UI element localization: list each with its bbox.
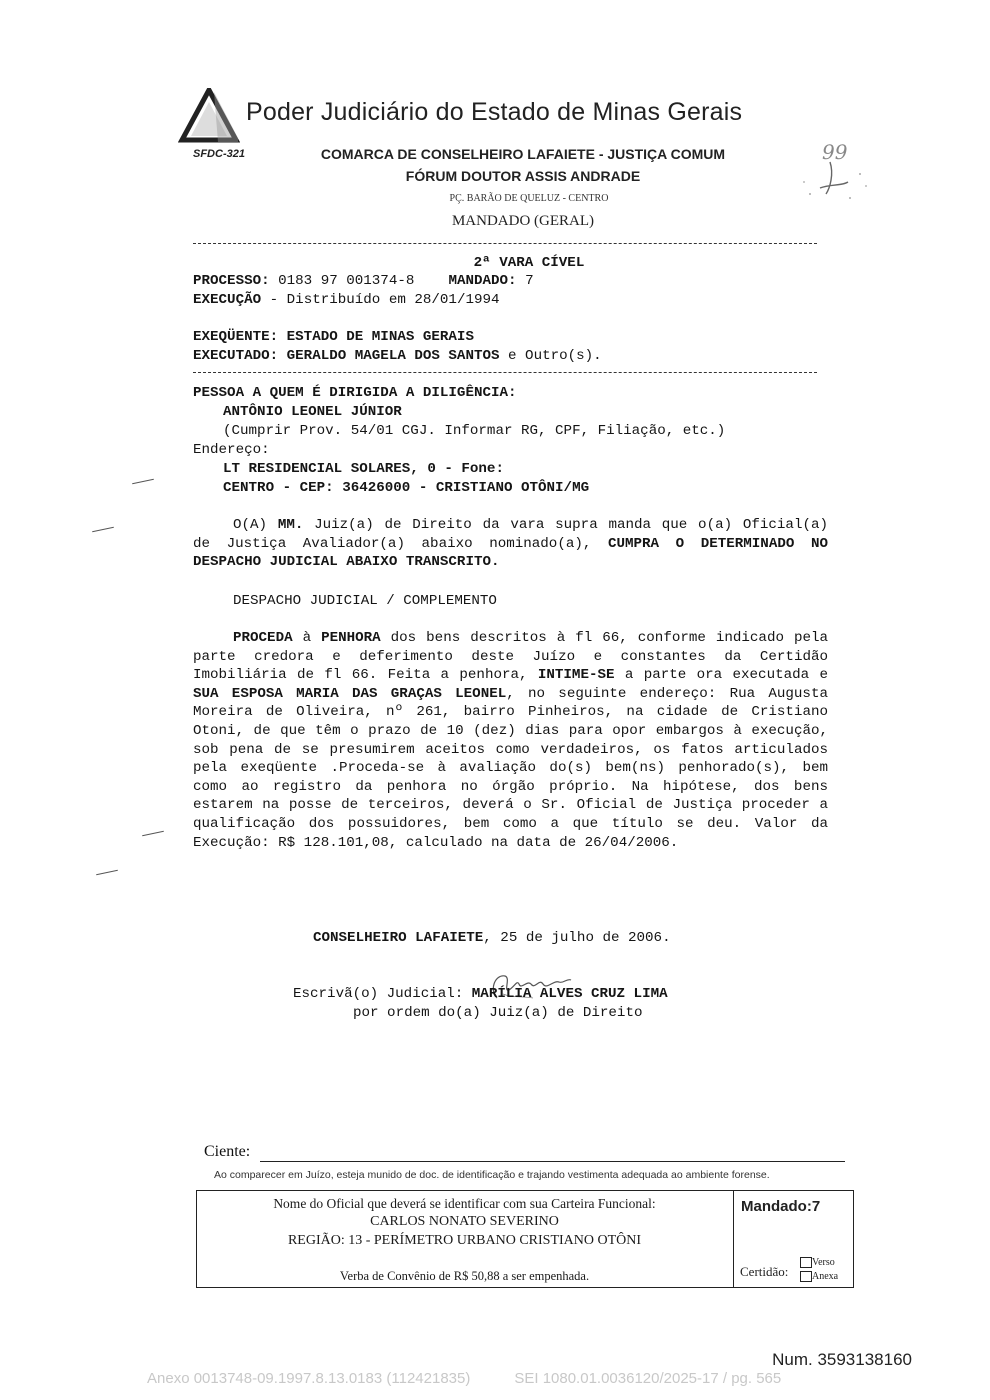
margin-mark (132, 479, 154, 485)
despacho-paragraph (193, 629, 828, 852)
footer-sei: SEI 1080.01.0036120/2025-17 / pg. 565 (514, 1370, 782, 1387)
separator-middle (193, 372, 817, 373)
despacho-intime: INTIME-SE (537, 667, 615, 684)
despacho-text-4: dos bens descritos à fl 66, conforme indicado pela parte credora e deferimento deste Juízo e constantes da Certidão Imobiliária de fl 66. Feita a penhora, (193, 630, 828, 684)
anexa-checkbox[interactable] (800, 1271, 812, 1282)
exequente-line (193, 328, 474, 347)
forum-title: FÓRUM DOUTOR ASSIS ANDRADE (405, 168, 641, 184)
officer-box-divider (733, 1190, 734, 1288)
diligencia-label: PESSOA A QUEM É DIRIGIDA A DILIGÊNCIA: (193, 385, 517, 401)
by-order-line: por ordem do(a) Juiz(a) de Direito (353, 1005, 643, 1021)
judiciary-logo-icon (178, 88, 240, 144)
exequente-value: ESTADO DE MINAS GERAIS (278, 329, 474, 345)
margin-mark (142, 831, 164, 837)
certidao-verso[interactable] (800, 1257, 835, 1268)
ciente-label: Ciente: (204, 1143, 251, 1160)
processo-line (193, 272, 534, 291)
verso-checkbox[interactable] (800, 1257, 812, 1268)
despacho-text-8: , no seguinte endereço: Rua Augusta Moreira de Oliveira, nº 261, bairro Pinheiros, na cidade de Cristiano Otoni, de que têm o prazo de 10 (dez) dias para opor embargos à execução, sob pena de se presumirem aceitos como verdadeiros, os fatos articulados pela exeqüente .Proceda-se à avaliação do(s) bem(ns) penhorado(s), bem como ao registro da penhora no órgão próprio. Na hipótese, dos bens estarem na posse de terceiros, deverá o Sr. Oficial de Justiça proceder a qualificação dos possuidores, bem como a que título se deu. Valor da Execução: R$ 128.101,08, calculado na data de 26/04/2006. (193, 685, 828, 851)
executado-line (193, 347, 602, 366)
vara-title: 2ª VARA CÍVEL (473, 255, 585, 271)
order-intro-d: CUMPRA O DETERMINADO NO DESPACHO JUDICIAL ABAIXO TRANSCRITO. (193, 535, 828, 571)
despacho-penhora: PENHORA (321, 630, 381, 646)
margin-mark (92, 527, 114, 533)
stamp-initials-icon (790, 154, 880, 210)
execucao-text: - Distribuído em 28/01/1994 (261, 292, 500, 308)
clerk-name: MARÍLIA ALVES CRUZ LIMA (463, 986, 668, 1002)
address-label: Endereço: (193, 442, 270, 458)
despacho-proceda: PROCEDA (233, 630, 293, 646)
forum-address: PÇ. BARÃO DE QUELUZ - CENTRO (449, 193, 609, 204)
mandado-value: 7 (525, 273, 534, 289)
despacho-text-2: à (292, 630, 322, 646)
exequente-label: EXEQÜENTE: (193, 329, 279, 345)
margin-mark (96, 870, 118, 876)
mandado-label: MANDADO: (448, 273, 517, 289)
execucao-label: EXECUÇÃO (193, 292, 262, 308)
footer-anexo: Anexo 0013748-09.1997.8.13.0183 (112421835) (147, 1370, 471, 1387)
anexa-label: Anexa (812, 1271, 839, 1282)
clerk-line (293, 985, 668, 1004)
executado-value: GERALDO MAGELA DOS SANTOS (278, 348, 500, 364)
despacho-text-6: a parte ora executada e (614, 667, 828, 684)
executado-label: EXECUTADO: (193, 348, 279, 364)
mandado-box-text: Mandado: (741, 1198, 812, 1215)
court-notice: Ao comparecer em Juízo, esteja munido de doc. de identificação e trajando vestimenta adequada ao ambiente forense. (214, 1169, 770, 1181)
diligencia-instructions: (Cumprir Prov. 54/01 CGJ. Informar RG, CPF, Filiação, etc.) (223, 423, 726, 439)
verso-label: Verso (812, 1257, 835, 1268)
order-intro-c: Juiz(a) de Direito da vara supra manda que o(a) Oficial(a) de Justiça Avaliador(a) abaixo nominado(a), (193, 517, 828, 552)
signature-text (483, 968, 487, 969)
closing-date-line (313, 929, 671, 948)
order-intro-a: O(A) (233, 517, 278, 533)
header-title: Poder Judiciário do Estado de Minas Gerais (246, 98, 743, 126)
form-code: SFDC-321 (193, 148, 245, 160)
document-number: Num. 3593138160 (772, 1350, 912, 1369)
page-stamp (790, 140, 880, 210)
stamp-number: 99 (822, 140, 848, 164)
address-line-1: LT RESIDENCIAL SOLARES, 0 - Fone: (223, 461, 504, 477)
certidao-label: Certidão: (740, 1264, 789, 1279)
clerk-label: Escrivã(o) Judicial: (293, 986, 464, 1002)
order-paragraph (193, 516, 828, 572)
order-intro-b: MM. (277, 517, 304, 533)
executado-suffix: e Outro(s). (499, 348, 602, 364)
separator-top (193, 243, 817, 244)
mandado-box-label (741, 1198, 820, 1215)
diligencia-person: ANTÔNIO LEONEL JÚNIOR (223, 404, 402, 420)
officer-name: CARLOS NONATO SEVERINO (370, 1214, 559, 1229)
verba-note: Verba de Convênio de R$ 50,88 a ser empenhada. (339, 1269, 590, 1283)
execucao-line (193, 291, 500, 310)
document-type: MANDADO (GERAL) (451, 213, 595, 229)
address-line-2: CENTRO - CEP: 36426000 - CRISTIANO OTÔNI/MG (223, 480, 590, 496)
ciente-signature-line[interactable] (260, 1161, 845, 1162)
officer-region: REGIÃO: 13 - PERÍMETRO URBANO CRISTIANO OTÔNI (287, 1233, 642, 1248)
despacho-title: DESPACHO JUDICIAL / COMPLEMENTO (233, 593, 497, 609)
footer-reference (147, 1370, 825, 1387)
officer-label: Nome do Oficial que deverá se identificar com sua Carteira Funcional: (273, 1196, 656, 1211)
despacho-esposa: SUA ESPOSA MARIA DAS GRAÇAS LEONEL (193, 685, 507, 702)
certidao-anexa[interactable] (800, 1271, 838, 1282)
mandado-box-value: 7 (811, 1198, 821, 1215)
processo-value: 0183 97 001374-8 (278, 273, 415, 289)
comarca-title: COMARCA DE CONSELHEIRO LAFAIETE - JUSTIÇA COMUM (320, 146, 726, 162)
closing-date: , 25 de julho de 2006. (483, 930, 671, 946)
closing-place: CONSELHEIRO LAFAIETE (313, 930, 484, 946)
processo-label: PROCESSO: (193, 273, 270, 289)
